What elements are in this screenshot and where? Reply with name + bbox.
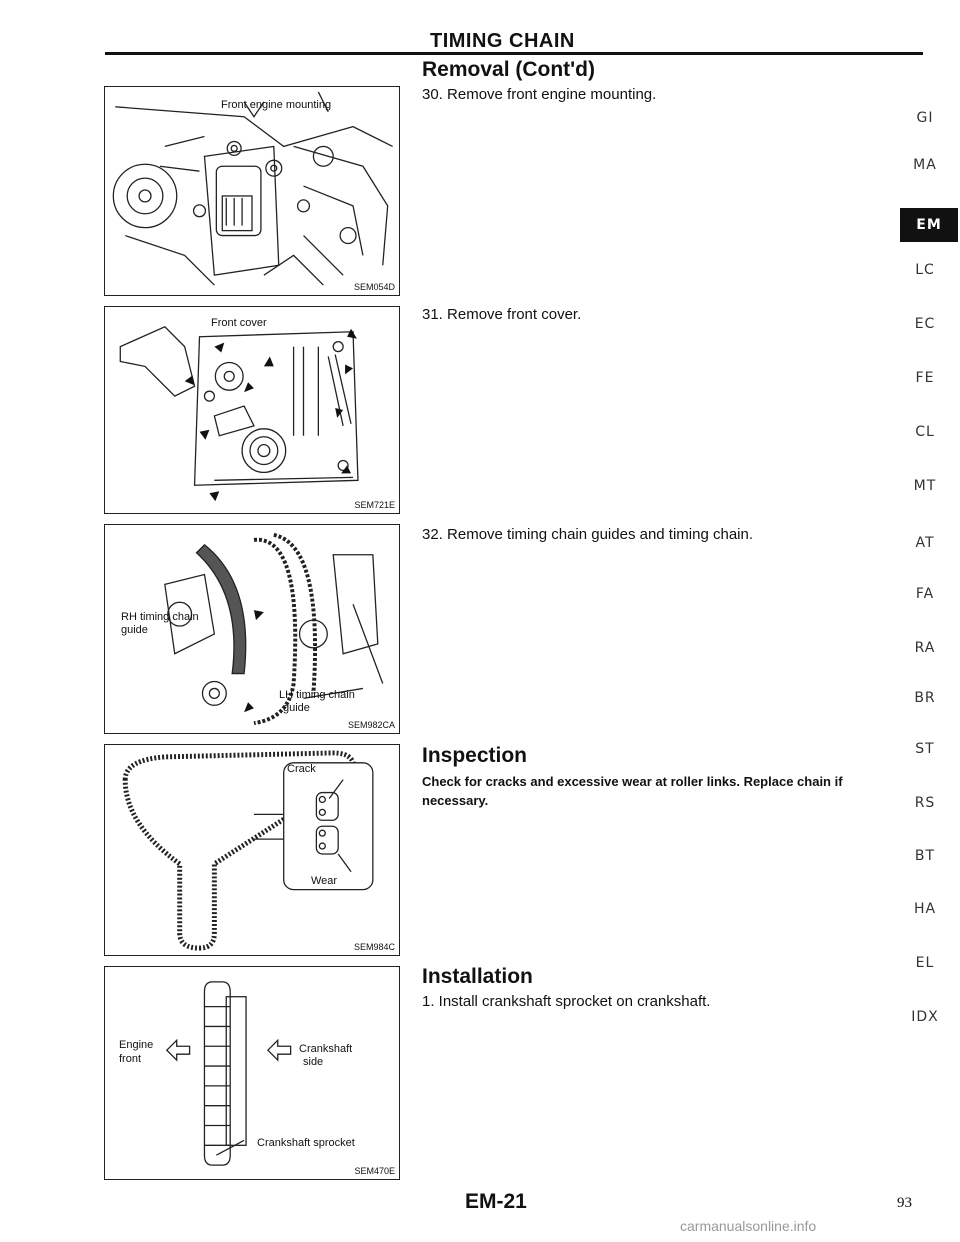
label-rh-guide: RH timing chain <box>121 611 199 623</box>
inspection-heading: Inspection <box>422 744 528 767</box>
tab-ma[interactable]: MA <box>913 157 937 173</box>
page-code: EM-21 <box>465 1190 527 1213</box>
page-title: TIMING CHAIN <box>430 30 575 52</box>
figure-code: SEM054D <box>353 282 395 292</box>
tab-mt[interactable]: MT <box>913 478 937 494</box>
installation-step-1: 1. Install crankshaft sprocket on crankshaft. <box>422 993 711 1010</box>
label-front-engine-mounting: Front engine mounting <box>221 99 332 111</box>
figure-timing-chain-guides <box>104 524 400 734</box>
tab-cl[interactable]: CL <box>915 424 935 440</box>
label-wear: Wear <box>311 875 338 887</box>
label-crankshaft-side: Crankshaft <box>299 1043 353 1055</box>
step-32: 32. Remove timing chain guides and timing chain. <box>422 526 754 543</box>
figure-code: SEM982CA <box>347 720 395 730</box>
header-rule <box>105 52 923 55</box>
timing-chain-illustration <box>105 525 399 733</box>
tab-br[interactable]: BR <box>914 690 936 706</box>
tab-el[interactable]: EL <box>915 955 935 971</box>
tab-st[interactable]: ST <box>915 741 935 757</box>
label-crankshaft-sprocket: Crankshaft sprocket <box>257 1137 355 1149</box>
section-index <box>900 0 950 1242</box>
inspection-text: Check for cracks and excessive wear at roller links. Replace chain if necessary. <box>422 774 843 808</box>
label-front-cover: Front cover <box>211 317 267 329</box>
step-31: 31. Remove front cover. <box>422 306 582 323</box>
tab-em[interactable]: EM <box>900 208 958 242</box>
installation-heading: Installation <box>422 965 533 988</box>
figure-code: SEM470E <box>354 1166 395 1176</box>
tab-fa[interactable]: FA <box>915 586 935 602</box>
section-subtitle: Removal (Cont'd) <box>422 58 595 81</box>
label-rh-guide-2: guide <box>121 624 148 636</box>
step-30: 30. Remove front engine mounting. <box>422 86 657 103</box>
watermark: carmanualsonline.info <box>680 1218 817 1234</box>
label-lh-guide: LH timing chain <box>279 689 355 701</box>
label-engine-front-2: front <box>119 1053 142 1065</box>
page-number: 93 <box>897 1195 912 1211</box>
figure-code: SEM721E <box>354 500 395 510</box>
crankshaft-sprocket-illustration <box>105 967 399 1179</box>
chain-inspection-illustration <box>105 745 399 955</box>
label-lh-guide-2: guide <box>283 702 310 714</box>
figure-front-engine-mounting <box>104 86 400 296</box>
engine-mounting-illustration <box>105 87 399 295</box>
tab-rs[interactable]: RS <box>914 795 936 811</box>
label-crankshaft-side-2: side <box>303 1056 324 1068</box>
figure-front-cover <box>104 306 400 514</box>
label-engine-front: Engine <box>119 1039 154 1051</box>
figure-crankshaft-sprocket <box>104 966 400 1180</box>
tab-ec[interactable]: EC <box>914 316 936 332</box>
tab-ha[interactable]: HA <box>913 901 937 917</box>
tab-at[interactable]: AT <box>915 535 935 551</box>
tab-idx[interactable]: IDX <box>911 1009 939 1025</box>
label-crack: Crack <box>287 763 316 775</box>
front-cover-illustration <box>105 307 399 513</box>
tab-bt[interactable]: BT <box>914 848 936 864</box>
figure-chain-inspection <box>104 744 400 956</box>
tab-fe[interactable]: FE <box>915 370 935 386</box>
tab-gi[interactable]: GI <box>916 110 934 126</box>
figure-code: SEM984C <box>353 942 395 952</box>
tab-ra[interactable]: RA <box>914 640 936 656</box>
tab-lc[interactable]: LC <box>915 262 935 278</box>
